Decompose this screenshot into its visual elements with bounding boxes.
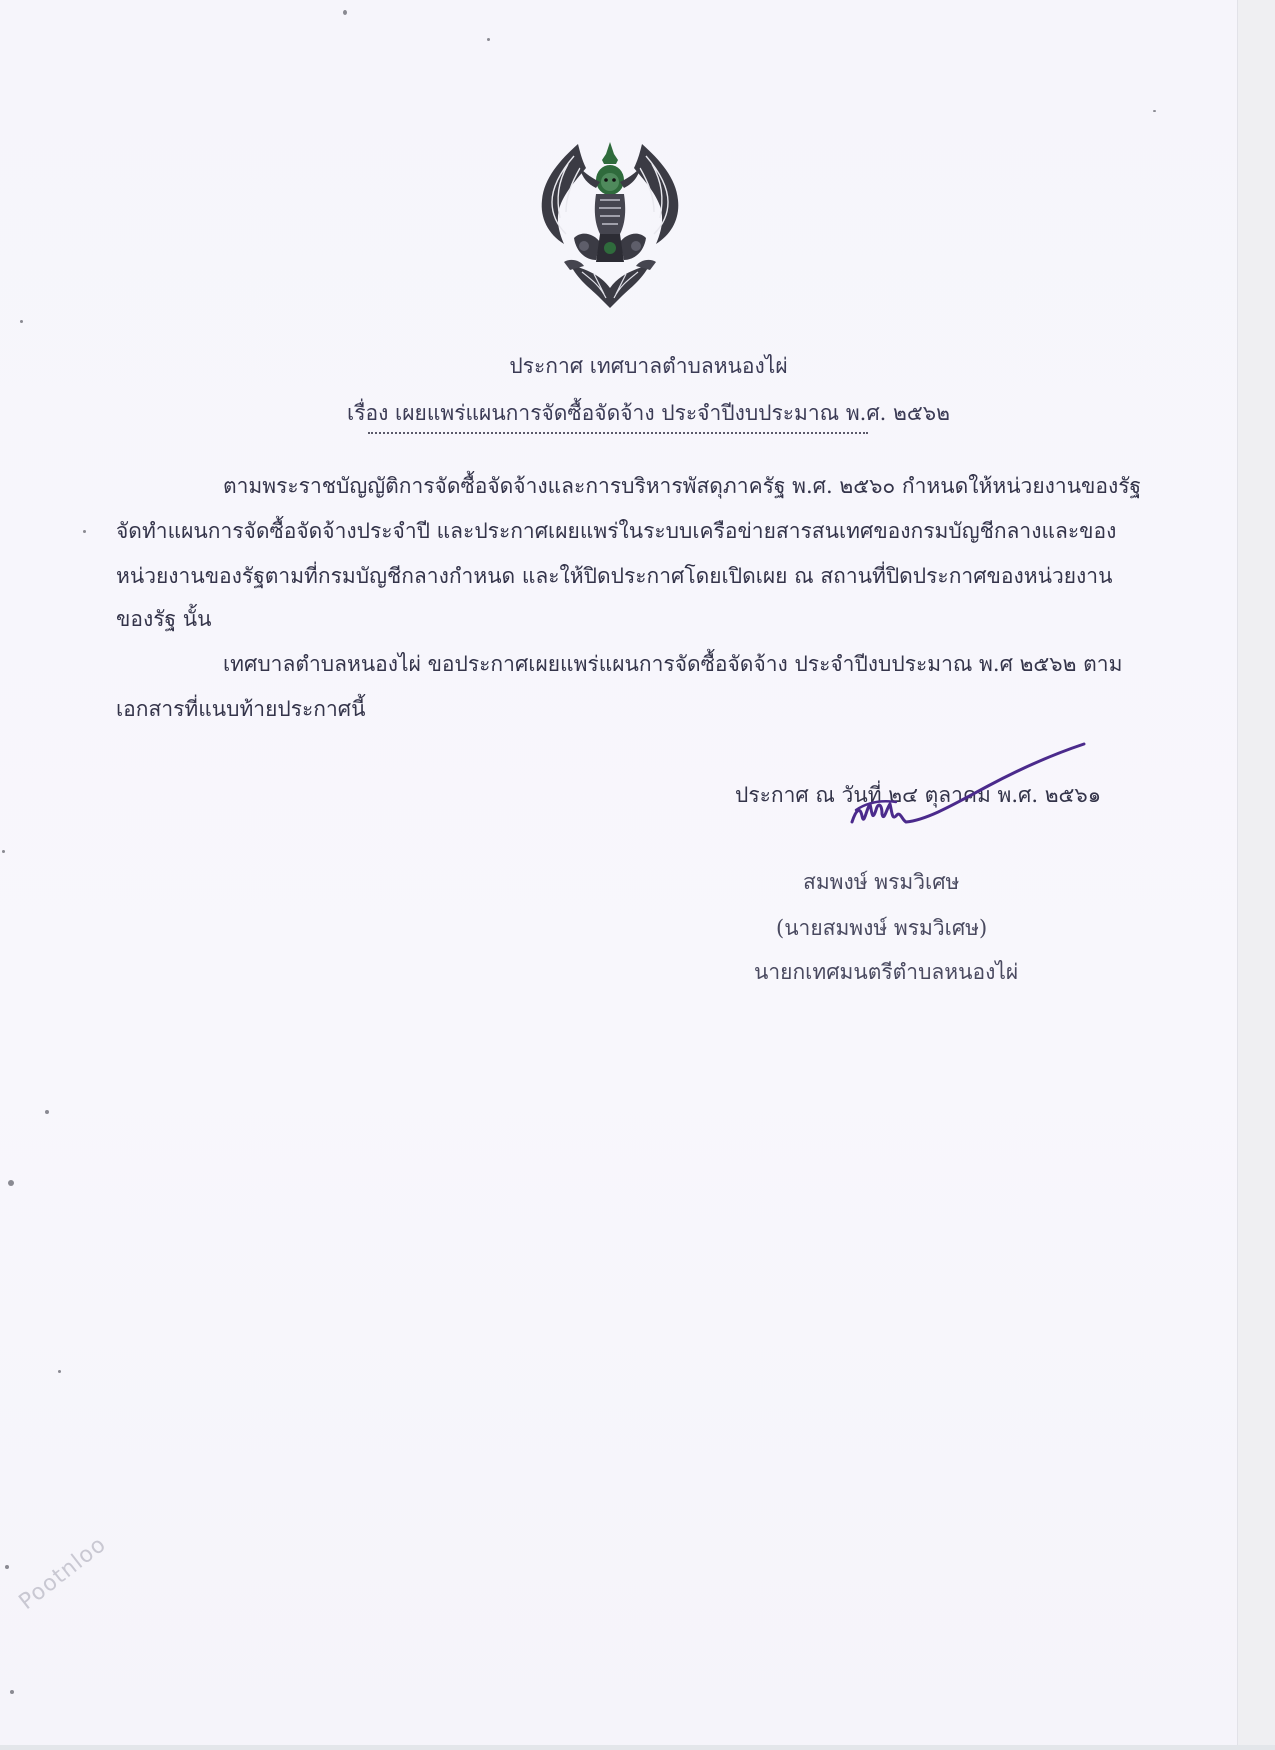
scan-speck [487, 38, 490, 41]
scan-speck [5, 1565, 9, 1569]
scan-speck [343, 10, 347, 15]
handwritten-signature [848, 740, 1088, 840]
scan-speck [1153, 110, 1156, 112]
paragraph-2-line-2: เอกสารที่แนบท้ายประกาศนี้ [116, 697, 366, 721]
scan-speck [20, 320, 23, 323]
heading-divider [368, 432, 868, 434]
scan-speck [10, 1690, 14, 1694]
subject-line: เรื่อง เผยแพร่แผนการจัดซื้อจัดจ้าง ประจำปีงบประมาณ พ.ศ. ๒๕๖๒ [347, 401, 950, 425]
paragraph-1-line-1: ตามพระราชบัญญัติการจัดซื้อจัดจ้างและการบริหารพัสดุภาครัฐ พ.ศ. ๒๕๖๐ กำหนดให้หน่วยงานของรัฐ [223, 474, 1142, 498]
scan-speck [8, 1180, 14, 1186]
scan-speck [45, 1110, 49, 1114]
scan-speck [83, 530, 86, 533]
signer-name-formal: (นายสมพงษ์ พรมวิเศษ) [776, 916, 988, 940]
date-line: ประกาศ ณ วันที่ ๒๔ ตุลาคม พ.ศ. ๒๕๖๑ [735, 783, 1102, 807]
paragraph-1-line-3: หน่วยงานของรัฐตามที่กรมบัญชีกลางกำหนด และให้ปิดประกาศโดยเปิดเผย ณ สถานที่ปิดประกาศของหน่วยงาน [116, 564, 1113, 588]
signer-position: นายกเทศมนตรีตำบลหนองไผ่ [754, 960, 1019, 984]
scan-speck [58, 1370, 61, 1373]
scan-right-margin [1237, 0, 1275, 1750]
paragraph-2-line-1: เทศบาลตำบลหนองไผ่ ขอประกาศเผยแพร่แผนการจัดซื้อจัดจ้าง ประจำปีงบประมาณ พ.ศ ๒๕๖๒ ตาม [223, 652, 1123, 676]
paragraph-1-line-2: จัดทำแผนการจัดซื้อจัดจ้างประจำปี และประกาศเผยแพร่ในระบบเครือข่ายสารสนเทศของกรมบัญชีกลางและของ [116, 519, 1117, 543]
paragraph-1-line-4: ของรัฐ นั้น [116, 607, 212, 631]
scan-speck [2, 850, 5, 853]
pencil-note: Pootnloo [14, 1531, 112, 1615]
garuda-emblem-icon [530, 138, 690, 316]
scan-bottom-margin [0, 1745, 1275, 1750]
announcement-title: ประกาศ เทศบาลตำบลหนองไผ่ [509, 354, 788, 378]
signer-name: สมพงษ์ พรมวิเศษ [803, 870, 960, 894]
